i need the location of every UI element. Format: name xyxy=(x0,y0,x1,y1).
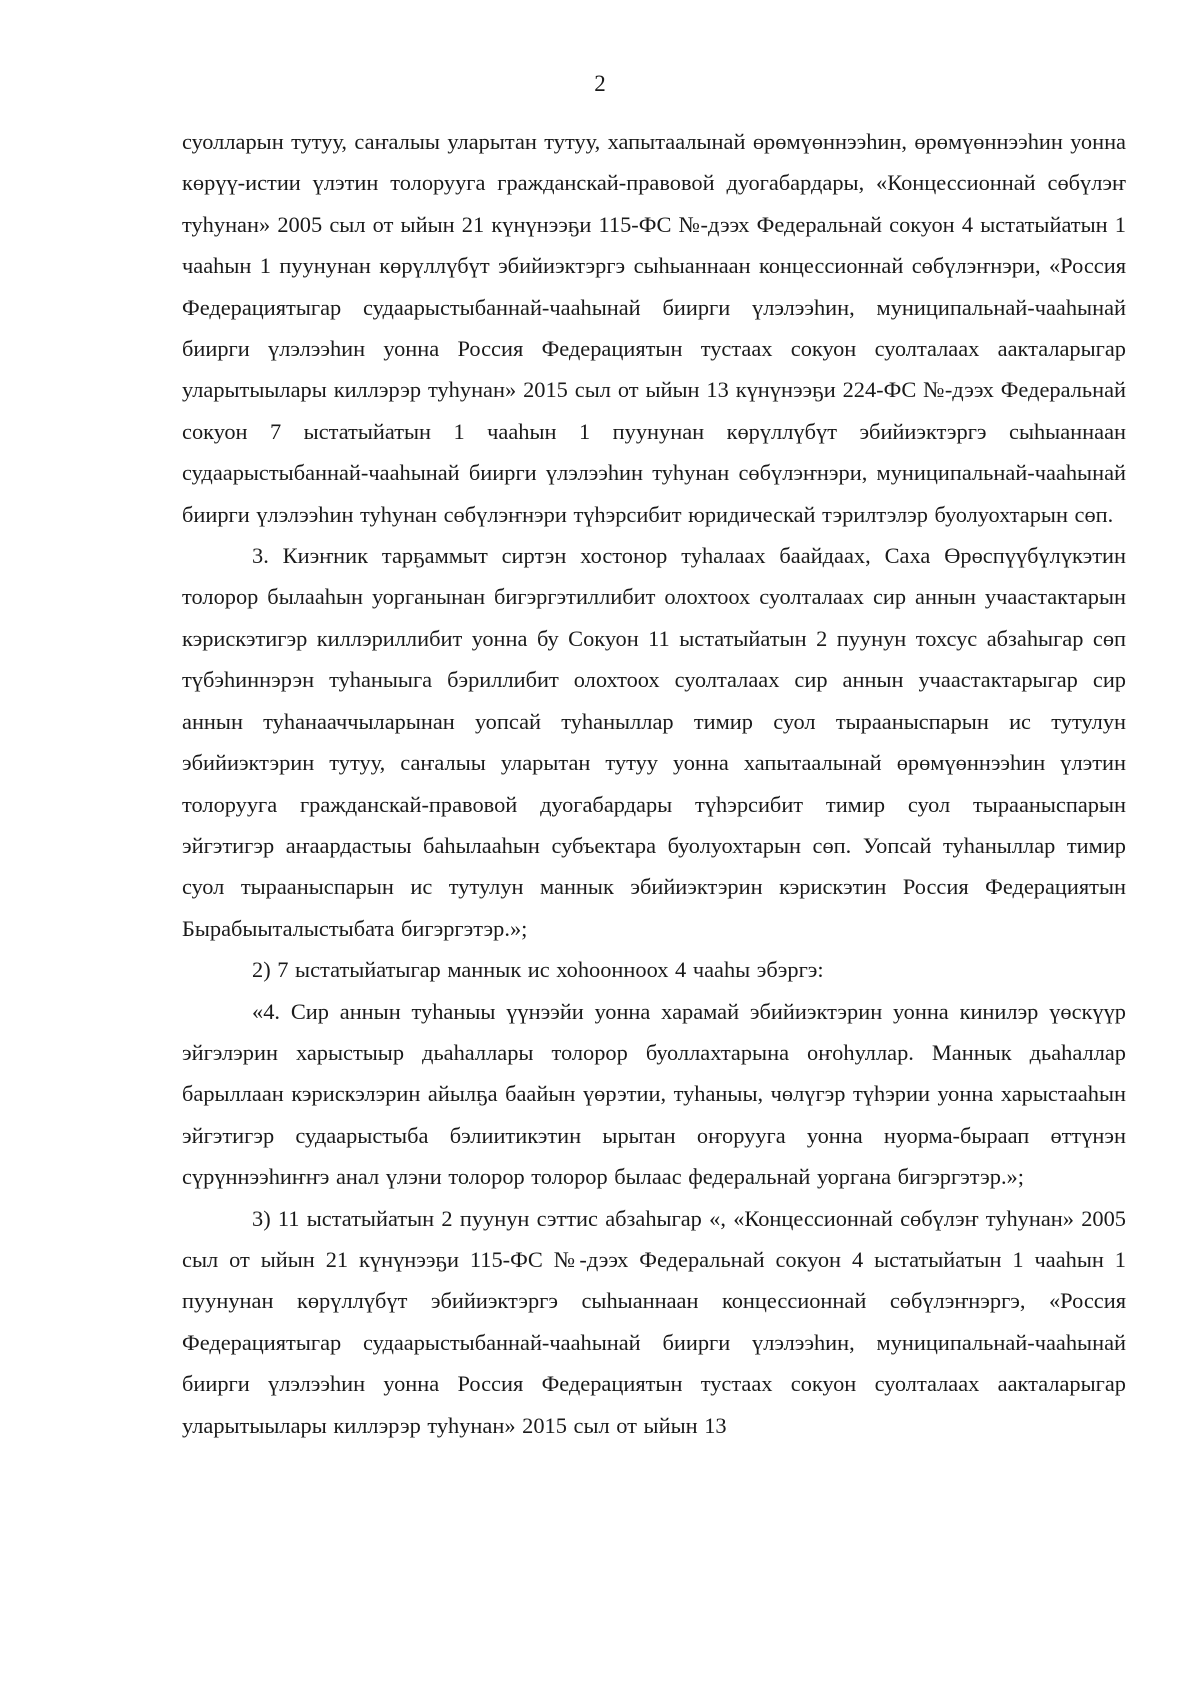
paragraph-item-3: 3. Киэҥник тарҕаммыт сиртэн хостонор туһалаах баайдаах, Саха Өрөспүүбүлүкэтин толорор былааһын уорганынан бигэргэтиллибит олохтоох суолталаах сир аннын учаастактарын кэрискэтигэр киллэриллибит уонна бу Сокуон 11 ыстатыйатын 2 пуунун тохсус абзаһыгар сөп түбэһиннэрэн туһаныыга бэриллибит олохтоох суолталаах сир аннын учаастактарыгар сир аннын туһанааччыларынан уопсай туһаныллар тимир суол тырааныспарын ис тутулун эбийиэктэрин тутуу, саҥалыы уларытан тутуу уонна хапытаалынай өрөмүөннээһин үлэтин толорууга гражданскай-правовой дуогабардары түһэрсибит тимир суол тырааныспарын эйгэтигэр аҥаардастыы баһылааһын субъектара буолуохтарын сөп. Уопсай туһаныллар тимир суол тырааныспарын ис тутулун маннык эбийиэктэрин кэрискэтин Россия Федерациятын Бырабыыталыстыбата бигэргэтэр.»; xyxy=(182,543,1126,941)
paragraph-item-3-amendment: 3) 11 ыстатыйатын 2 пуунун сэттис абзаһыгар «, «Концессионнай сөбүлэҥ туһунан» 2005 сыл от ыйын 21 күнүнээҕи 115-ФС №-дээх Федеральнай сокуон 4 ыстатыйатын 1 чааһын 1 пуунунан көрүллүбүт эбийиэктэргэ сыһыаннаан концессионнай сөбүлэҥнэргэ, «Россия Федерациятыгар судаарыстыбаннай-чааһынай биирги үлэлээһин, муниципальнай-чааһынай биирги үлэлээһин уонна Россия Федерациятын тустаах сокуон суолталаах аакталарыгар уларытыылары киллэрэр туһунан» 2015 сыл от ыйын 13 xyxy=(182,1205,1126,1438)
paragraph-item-2-amendment: 2) 7 ыстатыйатыгар маннык ис хоһоонноох 4 чааһы эбэргэ: xyxy=(252,957,824,983)
page-number: 2 xyxy=(594,71,606,96)
paragraph-continuation: суолларын тутуу, саҥалыы уларытан тутуу, хапытаалынай өрөмүөннээһин, өрөмүөннээһин уонна көрүү-истии үлэтин толоруугa гражданскай-правовой дуогабардары, «Концессионнай сөбүлэҥ туһунан» 2005 сыл от ыйын 21 күнүнээҕи 115-ФС №-дээх Федеральнай сокуон 4 ыстатыйатын 1 чааһын 1 пуунунан көрүллүбүт эбийиэктэргэ сыһыаннаан концессионнай сөбүлэҥнэри, «Россия Федерациятыгар судаарыстыбаннай-чааһынай биирги үлэлээһин, муниципальнай-чааһынай биирги үлэлээһин уонна Россия Федерациятын тустаах сокуон суолталаах аакталарыгар уларытыылары киллэрэр туһунан» 2015 сыл от ыйын 13 күнүнээҕи 224-ФС №-дээх Федеральнай сокуон 7 ыстатыйатын 1 чааһын 1 пуунунан көрүллүбүт эбийиэктэргэ сыһыаннаан судаарыстыбаннай-чааһынай биирги үлэлээһин туһунан сөбүлэҥнэри, муниципальнай-чааһынай биирги үлэлээһин туһунан сөбүлэҥнэри түһэрсибит юридическай тэрилтэлэр буолуохтарын сөп. xyxy=(182,129,1126,527)
document-body xyxy=(182,121,1126,1446)
paragraph-quoted-part-4: «4. Сир аннын туһаныы үүнээйи уонна харамай эбийиэктэрин уонна кинилэр үөскүүр эйгэлэрин харыстыыр дьаһаллары толорор буоллахтарына оҥоһуллар. Маннык дьаһаллар барыллаан кэрискэлэрин айылҕа баайын үөрэтии, туһаныы, чөлүгэр түһэрии уонна харыстааһын эйгэтигэр судаарыстыба бэлиитикэтин ырытан оҥорууга уонна нуорма-быраап өттүнэн сүрүннээһиҥҥэ анал үлэни толорор толорор былаас федеральнай уоргана бигэргэтэр.»; xyxy=(182,998,1126,1190)
